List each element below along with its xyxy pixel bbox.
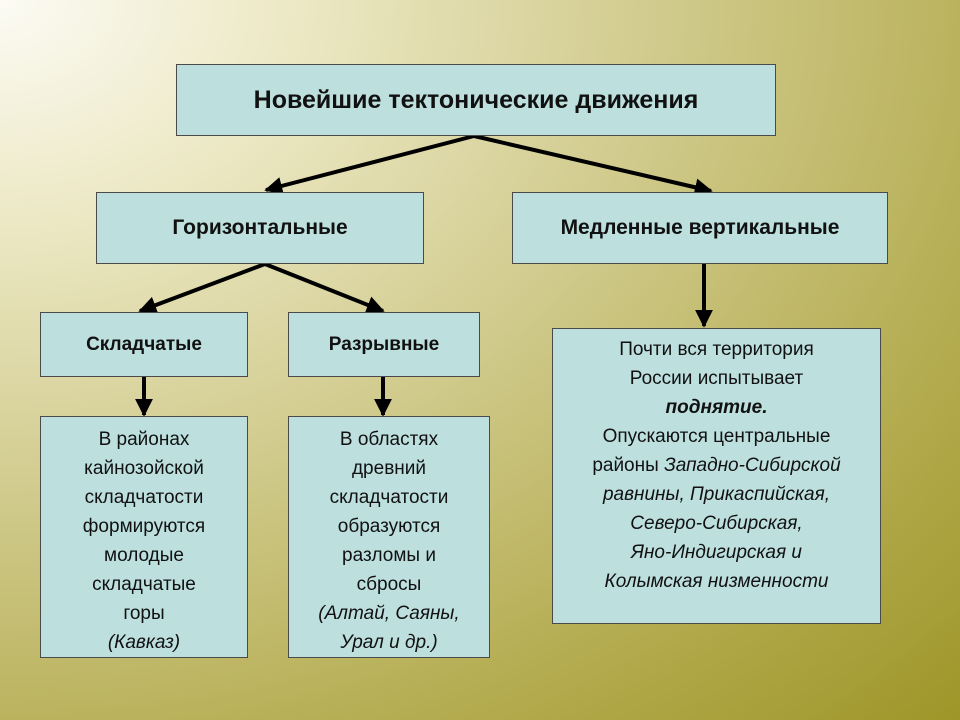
vertical-line: районы xyxy=(592,455,659,476)
folded-line: формируются xyxy=(82,516,206,537)
faulted-line: образуются xyxy=(337,516,441,537)
vertical-region: Западно-Сибирской xyxy=(664,455,841,476)
vertical-region: Колымская низменности xyxy=(604,571,829,592)
faulted-line: В областях xyxy=(339,429,439,450)
horizontal-box xyxy=(96,192,424,264)
faulted-description xyxy=(288,416,490,658)
arrow-root-to-vertical xyxy=(474,136,711,191)
faulted-box xyxy=(288,312,480,377)
faulted-title: Разрывные xyxy=(328,333,440,355)
arrow-root-to-horizontal xyxy=(266,136,474,190)
folded-line: горы xyxy=(123,603,165,624)
faulted-line: складчатости xyxy=(329,487,449,508)
vertical-line: Опускаются центральные xyxy=(602,426,831,447)
vertical-line: Почти вся территория xyxy=(619,339,814,360)
vertical-box xyxy=(512,192,888,264)
vertical-region: равнины, Прикаспийская, xyxy=(602,484,831,505)
vertical-line: России испытывает xyxy=(629,368,804,389)
faulted-line: древний xyxy=(351,458,427,479)
folded-line: складчатые xyxy=(92,574,196,595)
folded-line: В районах xyxy=(98,429,190,450)
folded-line: молодые xyxy=(104,545,184,566)
vertical-description xyxy=(552,328,881,624)
folded-line: кайнозойской xyxy=(84,458,204,479)
vertical-region: Северо-Сибирская, xyxy=(630,513,803,534)
folded-title: Складчатые xyxy=(86,333,202,355)
vertical-line-mixed xyxy=(592,451,840,480)
folded-description xyxy=(40,416,248,658)
vertical-region: Яно-Индигирская и xyxy=(631,542,802,563)
faulted-line: сбросы xyxy=(356,574,422,595)
arrow-horizontal-to-faulted xyxy=(265,264,383,311)
horizontal-title: Горизонтальные xyxy=(172,216,348,239)
vertical-title: Медленные вертикальные xyxy=(560,216,840,239)
arrow-horizontal-to-folded xyxy=(140,264,265,311)
faulted-example: (Алтай, Саяны, xyxy=(318,603,460,624)
folded-example: (Кавказ) xyxy=(107,632,181,653)
faulted-line: разломы и xyxy=(342,545,436,566)
faulted-example: Урал и др.) xyxy=(340,632,438,653)
root-title: Новейшие тектонические движения xyxy=(253,85,699,114)
folded-line: складчатости xyxy=(84,487,204,508)
folded-box xyxy=(40,312,248,377)
root-box xyxy=(176,64,776,136)
vertical-emphasis: поднятие. xyxy=(665,397,768,418)
